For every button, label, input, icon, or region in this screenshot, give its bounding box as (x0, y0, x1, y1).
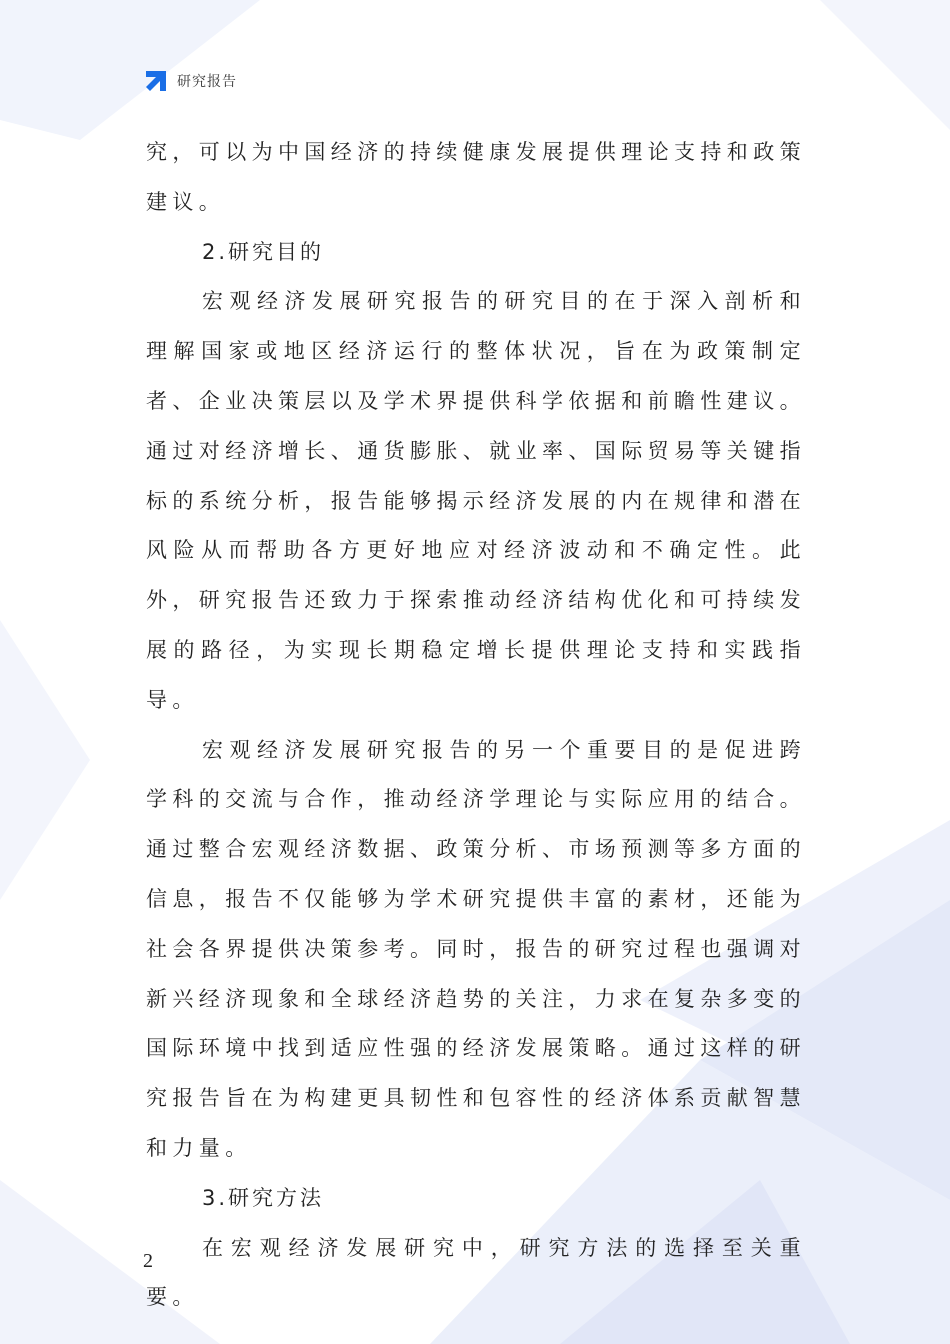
arrow-logo-icon (143, 68, 169, 94)
paragraph-research-method: 在宏观经济发展研究中，研究方法的选择至关重要。 (146, 1235, 806, 1310)
section-heading-research-method: 3.研究方法 (202, 1185, 325, 1210)
page-header (143, 66, 237, 96)
document-body (146, 128, 806, 1323)
header-title: 研究报告 (177, 74, 237, 90)
section-heading-research-purpose: 2.研究目的 (202, 239, 325, 264)
paragraph-research-purpose-1: 宏观经济发展研究报告的研究目的在于深入剖析和理解国家或地区经济运行的整体状况，旨在为政策制定者、企业决策层以及学术界提供科学依据和前瞻性建议。通过对经济增长、通货膨胀、就业率、国际贸易等关键指标的系统分析，报告能够揭示经济发展的内在规律和潜在风险从而帮助各方更好地应对经济波动和不确定性。此外，研究报告还致力于探索推动经济结构优化和可持续发展的路径，为实现长期稳定增长提供理论支持和实践指导。 (146, 289, 806, 712)
paragraph-continuation: 究，可以为中国经济的持续健康发展提供理论支持和政策建议。 (146, 140, 806, 214)
paragraph-research-purpose-2: 宏观经济发展研究报告的另一个重要目的是促进跨学科的交流与合作，推动经济学理论与实际应用的结合。通过整合宏观经济数据、政策分析、市场预测等多方面的信息，报告不仅能够为学术研究提供丰富的素材，还能为社会各界提供决策参考。同时，报告的研究过程也强调对新兴经济现象和全球经济趋势的关注，力求在复杂多变的国际环境中找到适应性强的经济发展策略。通过这样的研究报告旨在为构建更具韧性和包容性的经济体系贡献智慧和力量。 (146, 737, 806, 1160)
page-number: 2 (143, 1250, 153, 1272)
